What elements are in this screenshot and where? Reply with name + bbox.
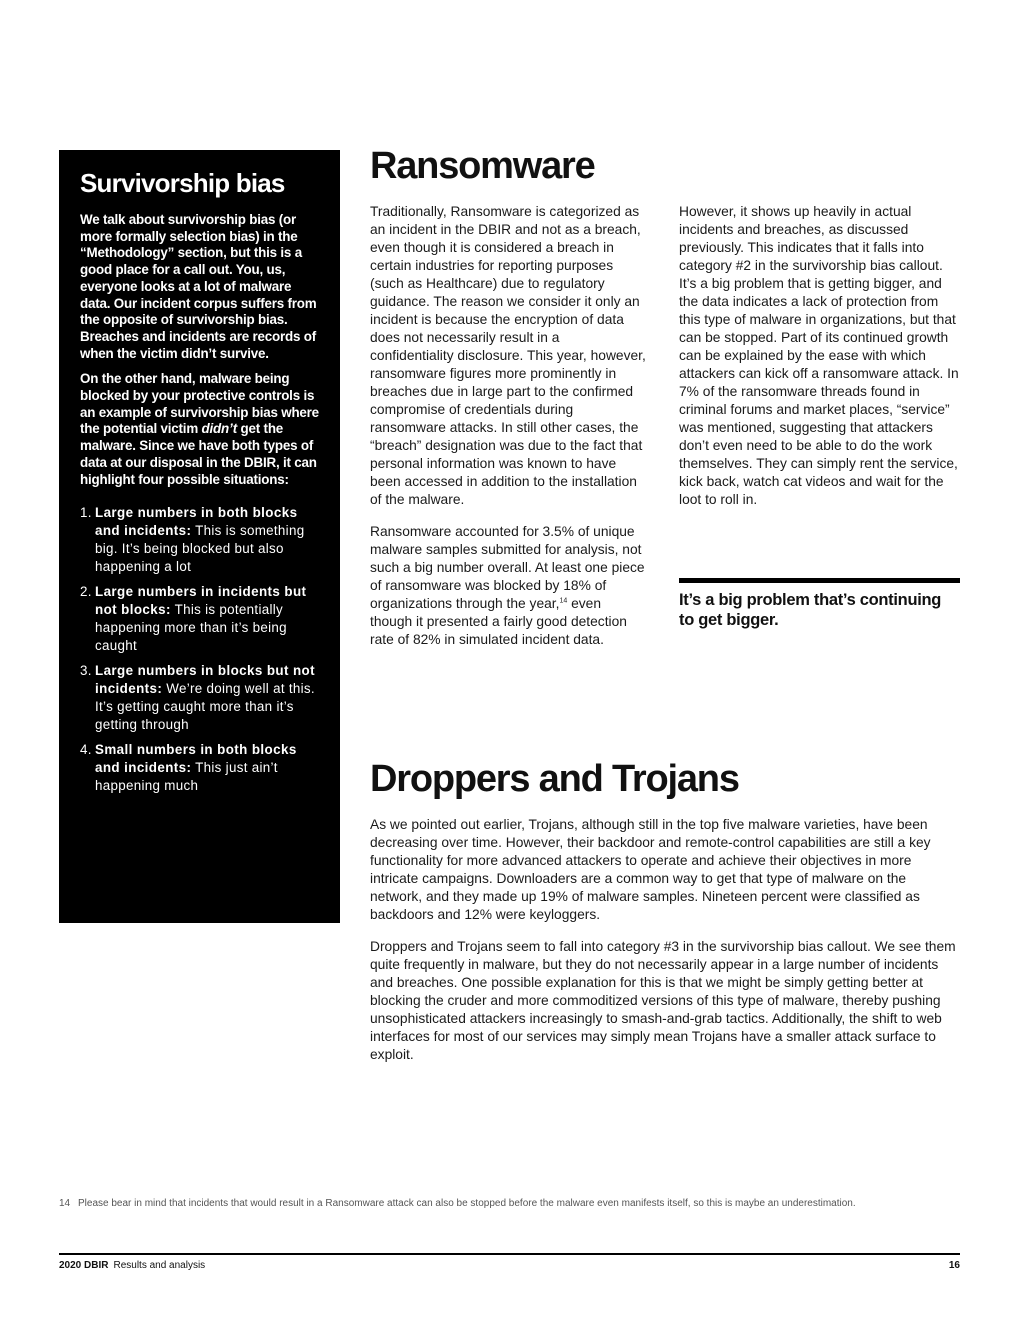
list-text: This is potentially happening more than it’s being caught — [95, 602, 287, 654]
list-text: This is something big. It’s being blocked but also happening a lot — [95, 523, 305, 575]
footer-label — [59, 1259, 205, 1272]
footnote-text: Please bear in mind that incidents that would result in a Ransomware attack can also be stopped before the malware even manifests itself, so this is maybe an underestimation. — [78, 1198, 856, 1209]
body-paragraph: However, it shows up heavily in actual incidents and breaches, as discussed previously. This indicates that it falls into category #2 in the survivorship bias callout. It’s a big problem that is getting bigger, and the data indicates a lack of protection from this type of malware in organizations, but that can be stopped. Part of its continued growth can be explained by the ease with which attackers can kick off a ransomware attack. In 7% of the ransomware threads found in criminal forums and market places, “service” was mentioned, suggesting that attackers don’t even need to be able to do the work themselves. They can simply rent the service, kick back, watch cat videos and wait for the loot to roll in. — [679, 204, 959, 507]
list-text: We’re doing well at this. It’s getting caught more than it’s getting through — [95, 681, 315, 733]
ransomware-heading: Ransomware — [370, 145, 595, 187]
droppers-heading: Droppers and Trojans — [370, 758, 739, 800]
list-number: 4. — [80, 742, 92, 758]
situations-list — [80, 504, 322, 795]
body-paragraph: As we pointed out earlier, Trojans, although still in the top five malware varieties, have been decreasing over time. However, their backdoor and remote-control capabilities are still a key functionality for more advanced attackers to operate and achieve their objectives in more intricate campaigns. Downloaders are a common way to get that type of malware on the network, and they made up 19% of malware samples. Nineteen percent were classified as backdoors and 12% were keyloggers. — [370, 817, 931, 922]
ransomware-right-column — [679, 203, 962, 509]
survivorship-bias-sidebar — [59, 150, 340, 923]
emphasis: didn’t — [201, 421, 238, 437]
body-paragraph: Ransomware accounted for 3.5% of unique malware samples submitted for analysis, not such a big number overall. At least one piece of ransomware was blocked by 18% of organizations through the year,$^{14}$ even though it presented a fairly good detection rate of 82% in simulated incident data. — [370, 524, 645, 647]
list-term: Large numbers in blocks but not incidents: — [95, 663, 315, 697]
ransomware-left-column — [370, 203, 646, 649]
list-item — [80, 583, 322, 655]
sidebar-paragraph: We talk about survivorship bias (or more formally selection bias) in the “Methodology” section, but this is a good place for a call out. You, us, everyone looks at a lot of malware data. Our incident corpus suffers from the opposite of survivorship bias. Breaches and incidents are records of when the victim didn’t survive. — [80, 212, 317, 361]
sidebar-paragraph: On the other hand, malware being blocked by your protective controls is an example of survivorship bias where the potential victim didn’t get the malware. Since we have both types of data at our disposal in the DBIR, it can highlight four possible situations: — [80, 371, 319, 487]
list-term: Large numbers in incidents but not blocks: — [95, 584, 307, 618]
list-number: 2. — [80, 584, 92, 600]
callout-rule — [679, 578, 960, 583]
list-term: Small numbers in both blocks and incidents: — [95, 742, 297, 776]
report-name: 2020 DBIR — [59, 1260, 109, 1271]
list-term: Large numbers in both blocks and incidents: — [95, 505, 298, 539]
list-text: This just ain’t happening much — [95, 760, 278, 794]
footnote-ref[interactable]: 14 — [559, 597, 568, 605]
page-number: 16 — [948, 1260, 960, 1271]
list-item — [80, 504, 322, 576]
list-number: 1. — [80, 505, 92, 521]
list-item — [80, 662, 322, 734]
section-name: Results and analysis — [113, 1260, 206, 1271]
body-paragraph: Traditionally, Ransomware is categorized as an incident in the DBIR and not as a breach, even though it is considered a breach in certain industries for reporting purposes (such as Healthcare) due to regulatory guidance. The reason we consider it only an incident is because the encryption of data does not necessarily result in a confidentiality disclosure. This year, however, ransomware figures more prominently in breaches due in large part to the confirmed compromise of credentials during ransomware attacks. In still other cases, the “breach” designation was due to the fact that personal information was known to have been accessed in addition to the installation of the malware. — [370, 204, 646, 507]
list-item — [80, 741, 322, 795]
pull-quote: It’s a big problem that’s continuing to get bigger. — [679, 591, 942, 629]
body-paragraph: Droppers and Trojans seem to fall into category #3 in the survivorship bias callout. We see them quite frequently in malware, but they do not necessarily appear in a large number of incidents and breaches. One possible explanation for this is that we might be simply getting better at blocking the cruder and more commoditized versions of this type of malware, thereby pushing unsophisticated attackers increasingly to smash-and-grab tactics. Additionally, the shift to web interfaces for most of our services may simply mean Trojans have a smaller attack surface to exploit. — [370, 939, 956, 1062]
footnote-number: 14 — [59, 1198, 71, 1209]
footnote — [59, 1197, 889, 1210]
footer-rule — [59, 1253, 960, 1255]
sidebar-title: Survivorship bias — [80, 168, 285, 198]
list-number: 3. — [80, 663, 92, 679]
droppers-body — [370, 816, 962, 1064]
